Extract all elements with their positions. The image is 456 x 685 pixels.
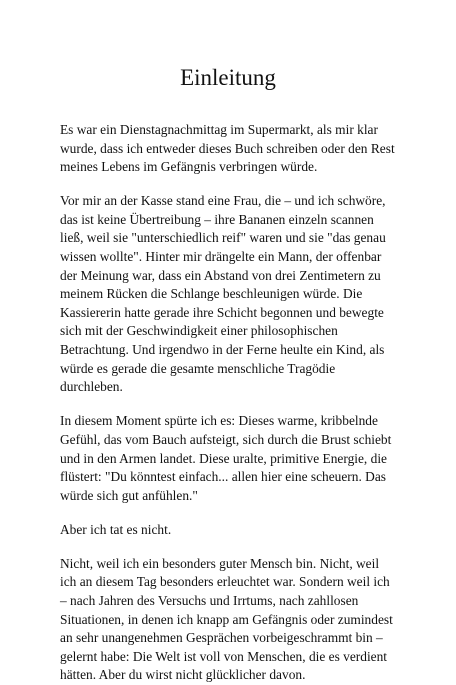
paragraph-4: Aber ich tat es nicht. (60, 521, 172, 537)
chapter-title: Einleitung (180, 65, 276, 90)
paragraph-3: In diesem Moment spürte ich es: Dieses warme, kribbelnde Gefühl, das vom Bauch aufsteigt, sich durch die Brust schiebt und in den Armen landet. Diese uralte, primitive Energie, die flüstert: "Du könntest einfach... allen hier eine scheuern. Das würde sich gut anfühlen." (60, 413, 392, 503)
paragraph-1: Es war ein Dienstagnachmittag im Supermarkt, als mir klar wurde, dass ich entweder dieses Buch schreiben oder den Rest meines Lebens im Gefängnis verbringen würde. (60, 122, 395, 175)
paragraph-5: Nicht, weil ich ein besonders guter Mensch bin. Nicht, weil ich an diesem Tag besonders erleuchtet war. Sondern weil ich – nach Jahren des Versuchs und Irrtums, nach zahllosen Situationen, in denen ich knapp am Gefängnis oder zumindest an sehr unangenehmen Gesprächen vorbeigeschrammt bin – gelernt habe: Die Welt ist voll von Menschen, die es verdient hätten. Aber du wirst nicht glücklicher davon. (60, 555, 393, 683)
paragraph-2: Vor mir an der Kasse stand eine Frau, die – und ich schwöre, das ist keine Übertreibung – ihre Bananen einzeln scannen ließ, weil sie "unterschiedlich reif" waren und sie "das genau wissen wollte". Hinter mir drängelte ein Mann, der offenbar der Meinung war, dass ein Abstand von drei Zentimetern zu meinem Rücken die Schlange beschleunigen würde. Die Kassiererin hatte gerade ihre Schicht begonnen und bewegte sich mit der Geschwindigkeit einer philosophischen Betrachtung. Und irgendwo in der Ferne heulte ein Kind, als würde es gerade die gesamte menschliche Tragödie durchleben. (60, 193, 386, 395)
